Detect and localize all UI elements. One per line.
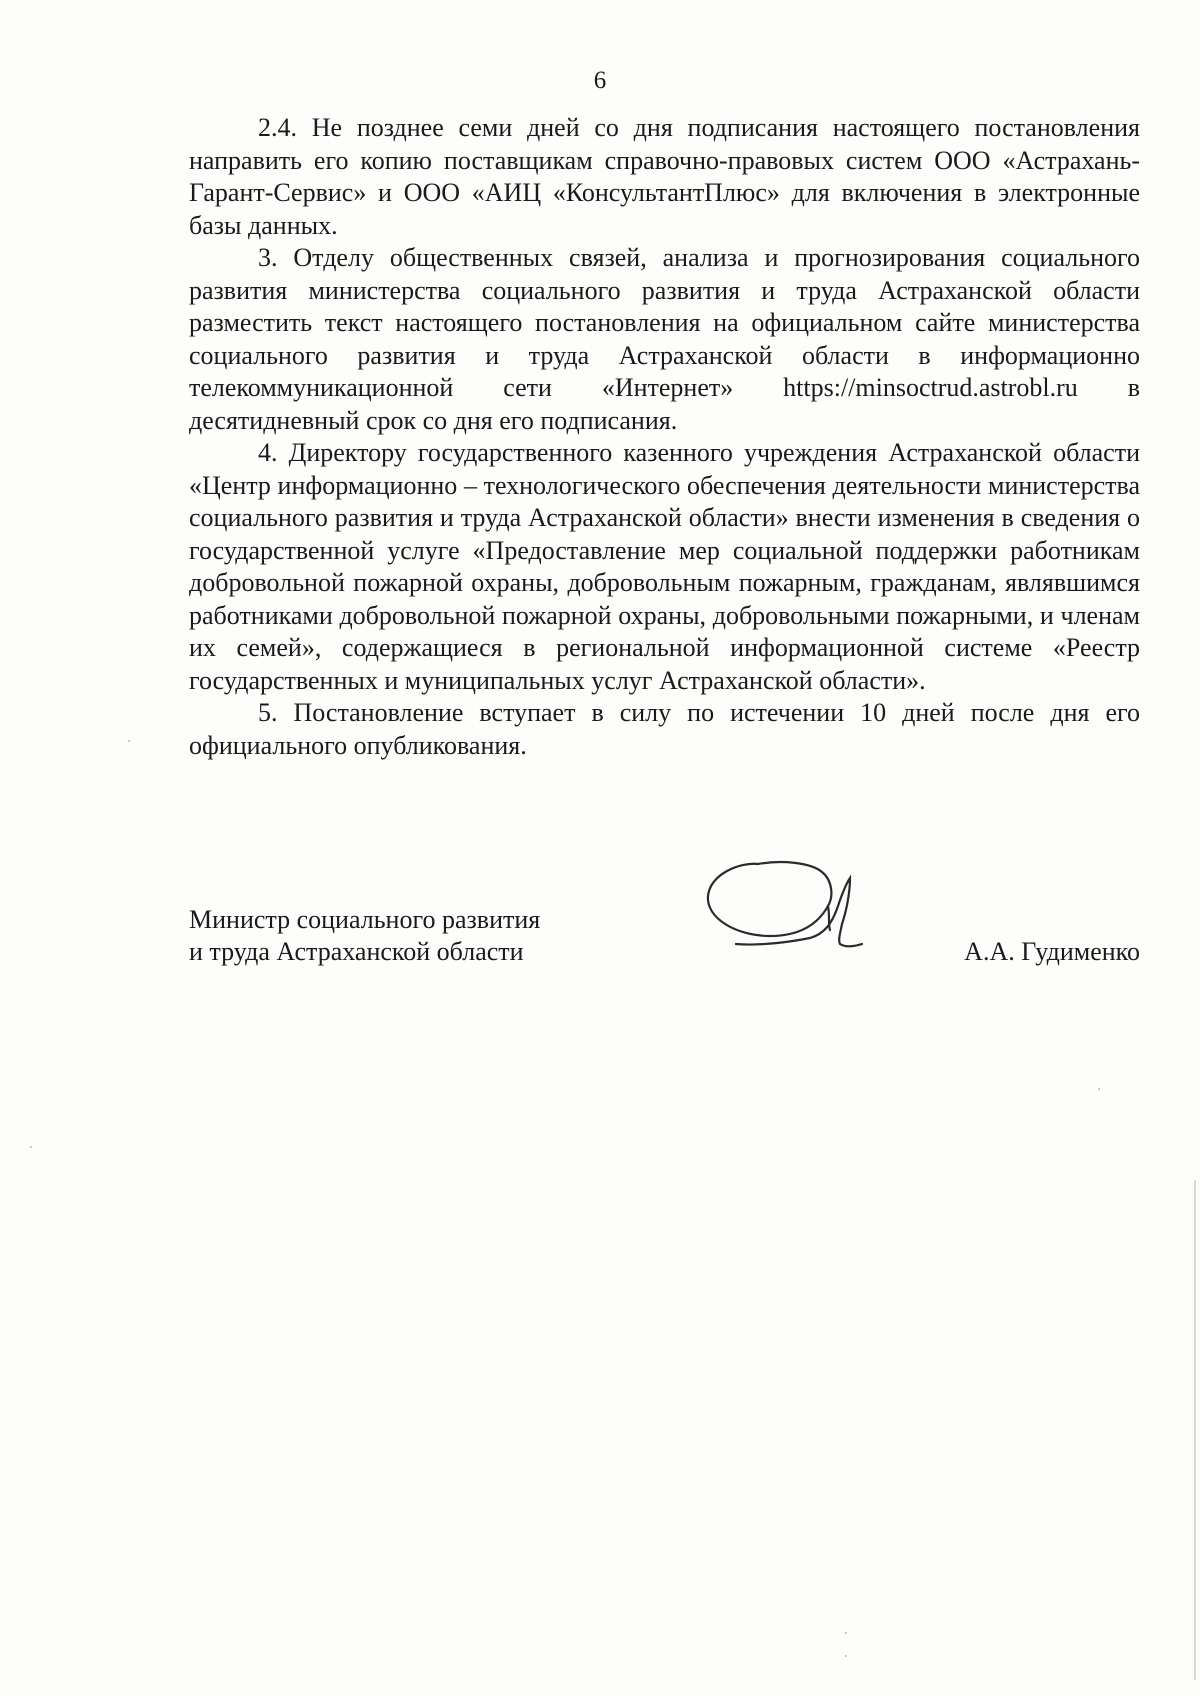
scan-speck [1098,1088,1100,1090]
handwritten-signature-icon [700,854,880,974]
paragraph-4: 4. Директору государственного казенного учреждения Астраханской области «Центр информационно – технологического обеспечения деятельности министерства социального развития и труда Астраханской области» внести изменения в сведения о государственной услуге «Предоставление мер социальной поддержки работникам добровольной пожарной охраны, добровольным пожарным, гражданам, являвшимся работниками добровольной пожарной охраны, добровольными пожарными, и членам их семей», содержащиеся в региональной информационной системе «Реестр государственных и муниципальных услуг Астраханской области». [189,438,1140,695]
signatory-title-line-2: и труда Астраханской области [189,937,524,966]
signatory-title-line-1: Министр социального развития [189,905,541,934]
scan-speck [845,1632,847,1634]
document-body [189,112,1140,762]
scan-speck [128,740,130,742]
signatory-title [189,904,629,968]
signatory-name: А.А. Гудименко [964,937,1140,966]
paragraph-2-4: 2.4. Не позднее семи дней со дня подписания настоящего постановления направить его копию поставщикам справочно-правовых систем ООО «Астрахань-Гарант-Сервис» и ООО «АИЦ «КонсультантПлюс» для включения в электронные базы данных. [189,113,1140,240]
page-number: 6 [593,67,607,94]
paragraph-3: 3. Отделу общественных связей, анализа и прогнозирования социального развития министерства социального развития и труда Астраханской области разместить текст настоящего постановления на официальном сайте министерства социального развития и труда Астраханской области в информационно телекоммуникационной сети «Интернет» https://minsoctrud.astrobl.ru в десятидневный срок со дня его подписания. [189,243,1140,435]
scan-speck [845,1655,847,1657]
scan-edge-line [1194,1180,1196,1680]
scan-speck [30,1146,32,1148]
paragraph-5: 5. Постановление вступает в силу по истечении 10 дней после дня его официального опубликования. [189,698,1140,760]
